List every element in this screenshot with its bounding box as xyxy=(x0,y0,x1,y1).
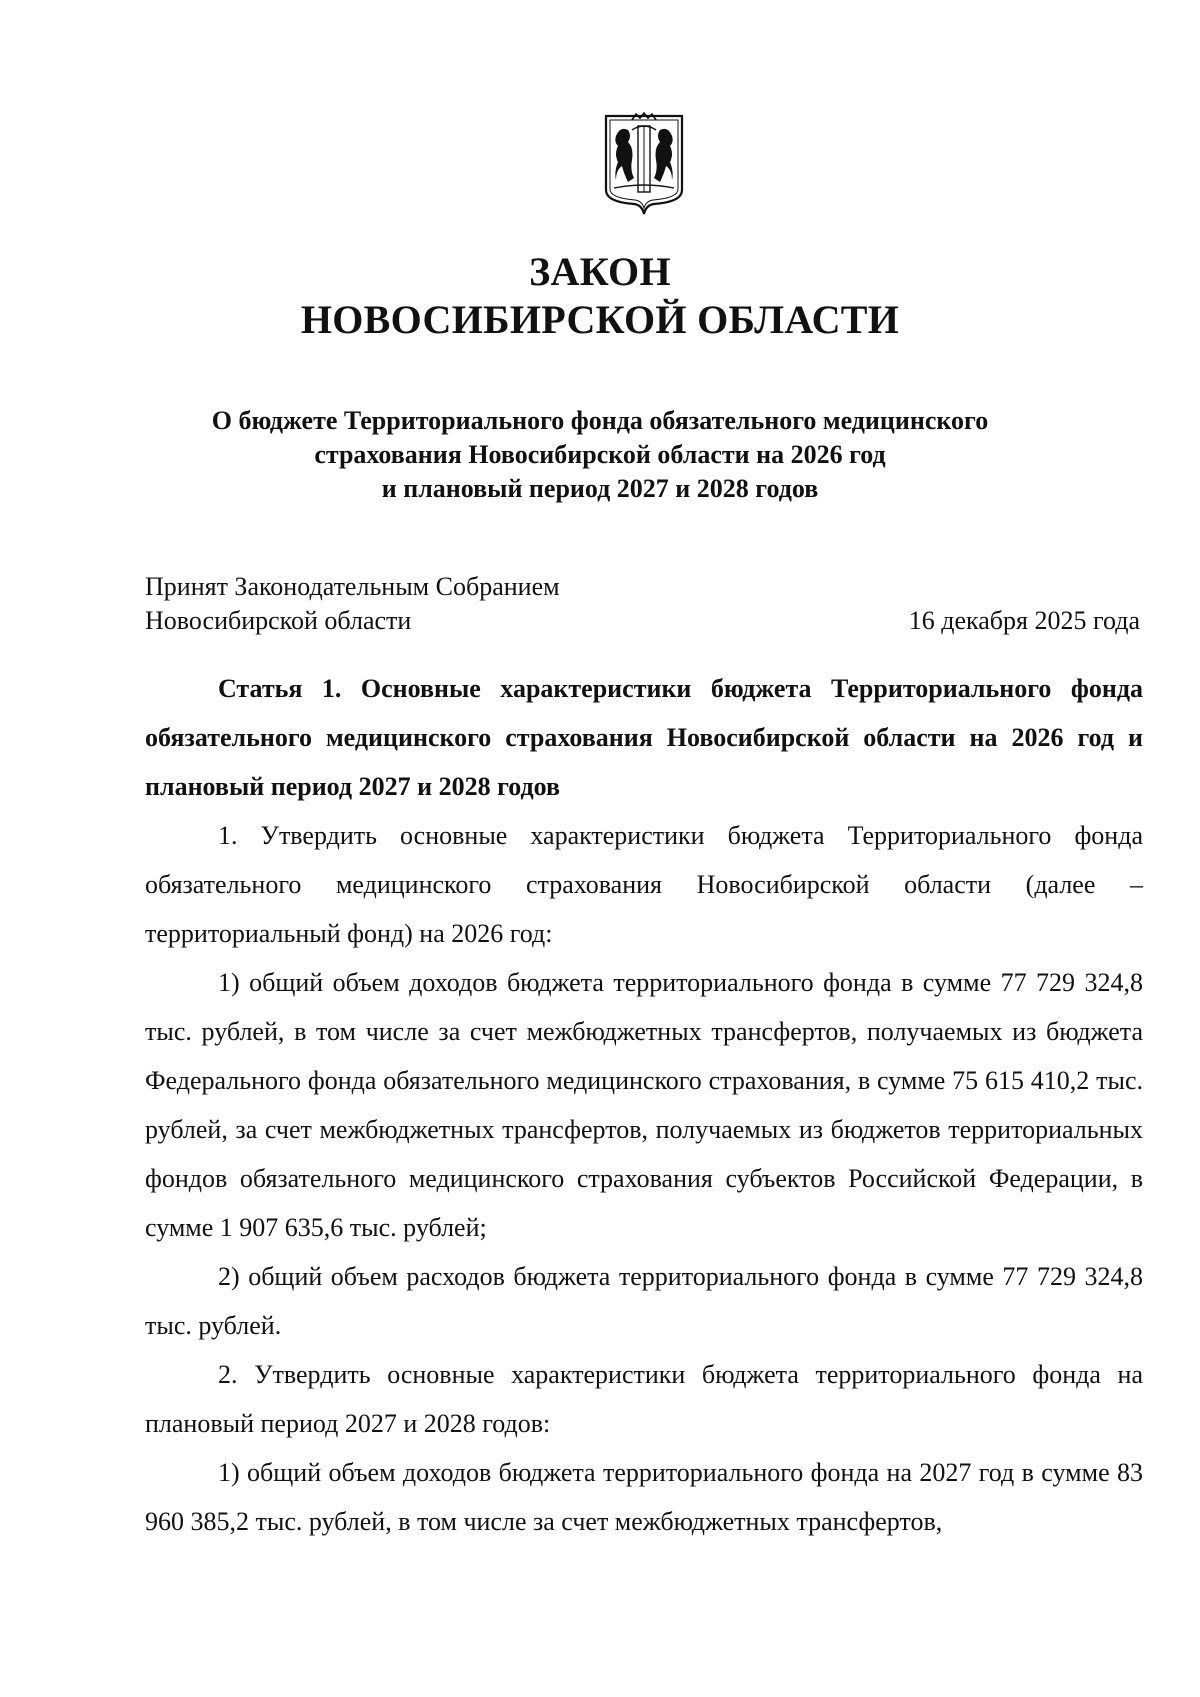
adoption-line-2: Новосибирской области xyxy=(145,606,412,635)
region-title: НОВОСИБИРСКОЙ ОБЛАСТИ xyxy=(300,297,900,342)
paragraph: 2) общий объем расходов бюджета территориального фонда в сумме 77 729 324,8 тыс. рублей. xyxy=(145,1262,1143,1340)
document-body xyxy=(145,664,1143,1546)
paragraph: 1. Утвердить основные характеристики бюджета Территориального фонда обязательного медицинского страхования Новосибирской области (далее – территориальный фонд) на 2026 год: xyxy=(145,821,1143,948)
adoption-block xyxy=(145,570,845,638)
adoption-date: 16 декабря 2025 года xyxy=(908,606,1140,635)
adoption-line-1: Принят Законодательным Собранием xyxy=(145,572,560,601)
paragraph: 2. Утвердить основные характеристики бюджета территориального фонда на плановый период 2027 и 2028 годов: xyxy=(145,1360,1143,1438)
paragraph: 1) общий объем доходов бюджета территориального фонда на 2027 год в сумме 83 960 385,2 тыс. рублей, в том числе за счет межбюджетных трансфертов, xyxy=(145,1458,1143,1536)
novosibirsk-coat-of-arms-icon xyxy=(602,112,686,216)
law-subject-line-2: страхования Новосибирской области на 2026 год xyxy=(314,440,886,469)
paragraph: 1) общий объем доходов бюджета территориального фонда в сумме 77 729 324,8 тыс. рублей, в том числе за счет межбюджетных трансфертов, получаемых из бюджета Федерального фонда обязательного медицинского страхования, в сумме 75 615 410,2 тыс. рублей, за счет межбюджетных трансфертов, получаемых из бюджетов территориальных фондов обязательного медицинского страхования субъектов Российской Федерации, в сумме 1 907 635,6 тыс. рублей; xyxy=(145,968,1143,1242)
law-subject-line-3: и плановый период 2027 и 2028 годов xyxy=(381,474,819,503)
law-title: ЗАКОН xyxy=(529,249,671,294)
article-heading: Статья 1. Основные характеристики бюджета Территориального фонда обязательного медицинского страхования Новосибирской области на 2026 год и плановый период 2027 и 2028 годов xyxy=(145,674,1143,801)
law-subject-line-1: О бюджете Территориального фонда обязательного медицинского xyxy=(211,406,989,435)
